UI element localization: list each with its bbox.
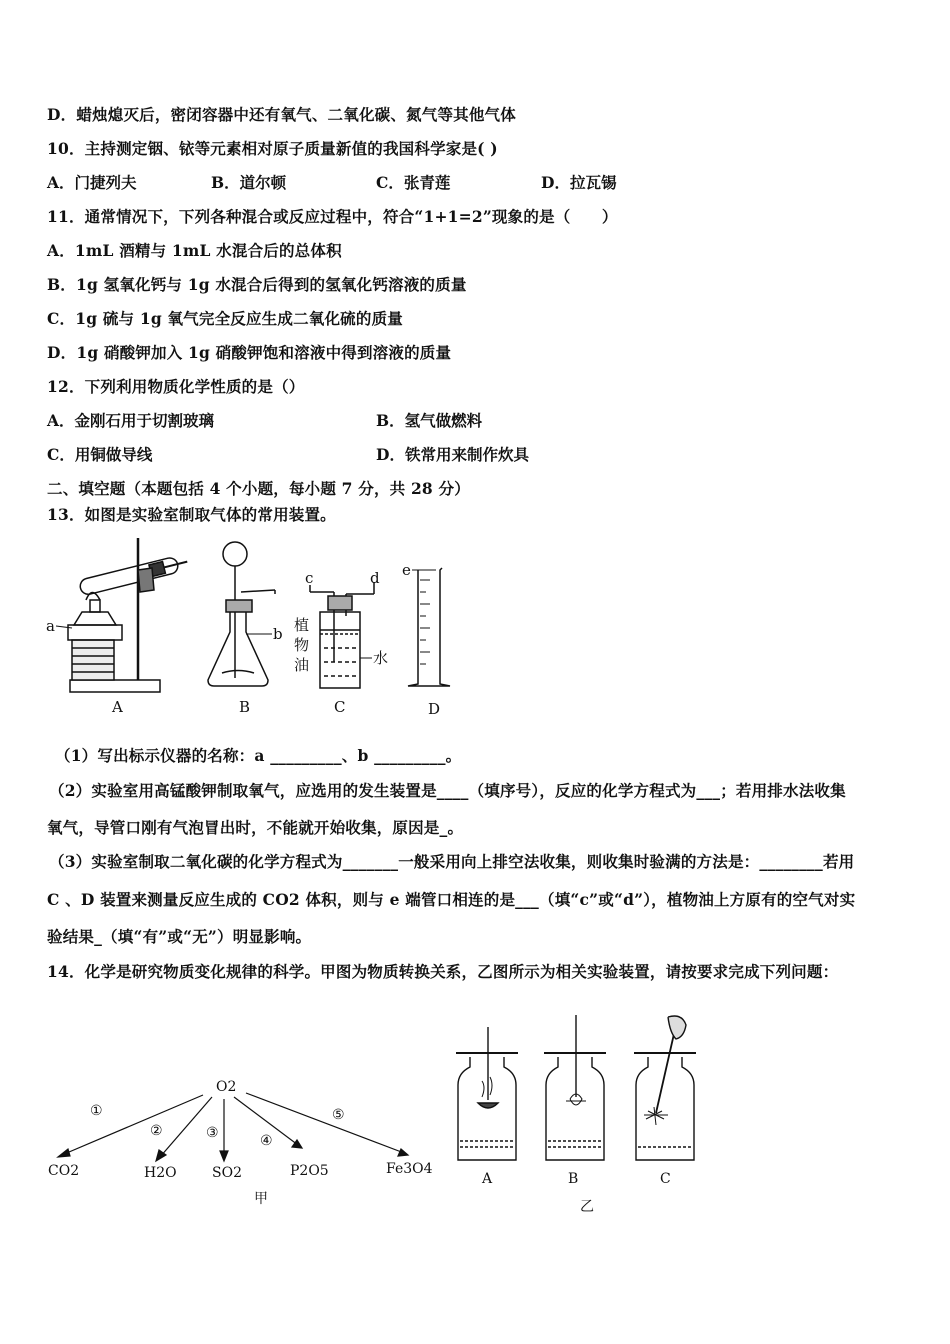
q10-option-b: B．道尔顿	[211, 173, 287, 192]
jia-center-o2: O2	[216, 1079, 237, 1095]
label-a: a	[46, 617, 55, 635]
q11-stem: 11．通常情况下，下列各种混合或反应过程中，符合“1+1=2”现象的是（ ）	[47, 207, 618, 226]
yi-caption-b: B	[568, 1171, 579, 1187]
oil-label-1: 植	[294, 616, 310, 634]
q10-option-a: A．门捷列夫	[47, 173, 137, 192]
water-label: 水	[373, 649, 389, 667]
jia-product-co2: CO2	[48, 1163, 80, 1179]
q13-part-3a: （3）实验室制取二氧化碳的化学方程式为_______一般采用向上排空法收集，则收集时验满的方法是：________若用	[49, 852, 855, 871]
jia-diagram	[40, 1065, 440, 1215]
oil-label-2: 物	[294, 636, 310, 654]
apparatus-c	[310, 582, 374, 688]
yi-bottle-a	[456, 1027, 518, 1160]
jia-number-3: ③	[206, 1125, 219, 1141]
label-c: c	[305, 569, 314, 587]
q12-stem: 12．下列利用物质化学性质的是（）	[47, 377, 305, 396]
q11-option-d: D．1g 硝酸钾加入 1g 硝酸钾饱和溶液中得到溶液的质量	[47, 343, 452, 362]
jia-caption: 甲	[254, 1191, 268, 1207]
q13-apparatus-figure	[40, 530, 470, 725]
q10-option-d: D．拉瓦锡	[541, 173, 617, 192]
jia-number-1: ①	[90, 1103, 103, 1119]
q10-stem: 10．主持测定铟、铱等元素相对原子质量新值的我国科学家是( )	[47, 139, 498, 158]
q9-option-d: D．蜡烛熄灭后，密闭容器中还有氧气、二氧化碳、氮气等其他气体	[47, 105, 516, 124]
stand-base	[70, 680, 160, 692]
jia-number-4: ④	[260, 1133, 273, 1149]
q12-option-a: A．金刚石用于切割玻璃	[47, 411, 215, 430]
oil-label-3: 油	[294, 656, 310, 674]
q12-option-c: C．用铜做导线	[47, 445, 153, 464]
yi-caption-a: A	[482, 1171, 493, 1187]
apparatus-b	[208, 542, 275, 686]
q13-part-2a: （2）实验室用高锰酸钾制取氧气，应选用的发生装置是____（填序号），反应的化学方程式为___；若用排水法收集	[49, 781, 846, 800]
q13-stem: 13．如图是实验室制取气体的常用装置。	[47, 505, 336, 524]
jia-product-h2o: H2O	[144, 1165, 177, 1181]
q11-option-b: B．1g 氢氧化钙与 1g 水混合后得到的氢氧化钙溶液的质量	[47, 275, 467, 294]
yi-bottle-c	[634, 1016, 696, 1160]
q12-option-d: D．铁常用来制作炊具	[376, 445, 529, 464]
apparatus-d	[408, 568, 450, 686]
q12-option-b: B．氢气做燃料	[376, 411, 483, 430]
q13-part-2b: 氧气，导管口刚有气泡冒出时，不能就开始收集，原因是_。	[47, 818, 464, 837]
caption-b: B	[239, 698, 251, 716]
q11-option-c: C．1g 硫与 1g 氧气完全反应生成二氧化硫的质量	[47, 309, 403, 328]
yi-caption-c: C	[660, 1171, 671, 1187]
jia-product-p2o5: P2O5	[290, 1163, 329, 1179]
q13-part-3b: C 、D 装置来测量反应生成的 CO2 体积，则与 e 端管口相连的是___（填“c”或“d”），植物油上方原有的空气对实	[47, 890, 856, 909]
q10-option-c: C．张青莲	[376, 173, 451, 192]
jia-number-2: ②	[150, 1123, 163, 1139]
yi-caption: 乙	[580, 1199, 594, 1215]
caption-d: D	[428, 700, 441, 718]
caption-c: C	[334, 698, 346, 716]
q13-part-3c: 验结果_（填“有”或“无”）明显影响。	[47, 927, 312, 946]
q11-option-a: A．1mL 酒精与 1mL 水混合后的总体积	[47, 241, 342, 260]
yi-bottle-b	[544, 1015, 606, 1160]
jia-product-fe3o4: Fe3O4	[386, 1161, 433, 1177]
label-e: e	[402, 561, 411, 579]
jia-product-so2: SO2	[212, 1165, 242, 1181]
label-d: d	[370, 569, 380, 587]
section-2-title: 二、填空题（本题包括 4 个小题，每小题 7 分，共 28 分）	[47, 479, 470, 498]
q14-stem: 14．化学是研究物质变化规律的科学。甲图为物质转换关系，乙图所示为相关实验装置，请按要求完成下列问题：	[47, 962, 839, 981]
label-b: b	[273, 625, 283, 643]
caption-a: A	[112, 698, 123, 716]
test-tube	[79, 554, 190, 596]
yi-diagram	[448, 1015, 708, 1215]
q13-part-1: （1）写出标示仪器的名称：a _________、b _________。	[55, 746, 462, 765]
alcohol-lamp	[68, 593, 122, 681]
jia-number-5: ⑤	[332, 1107, 345, 1123]
apparatus-a	[56, 538, 189, 692]
